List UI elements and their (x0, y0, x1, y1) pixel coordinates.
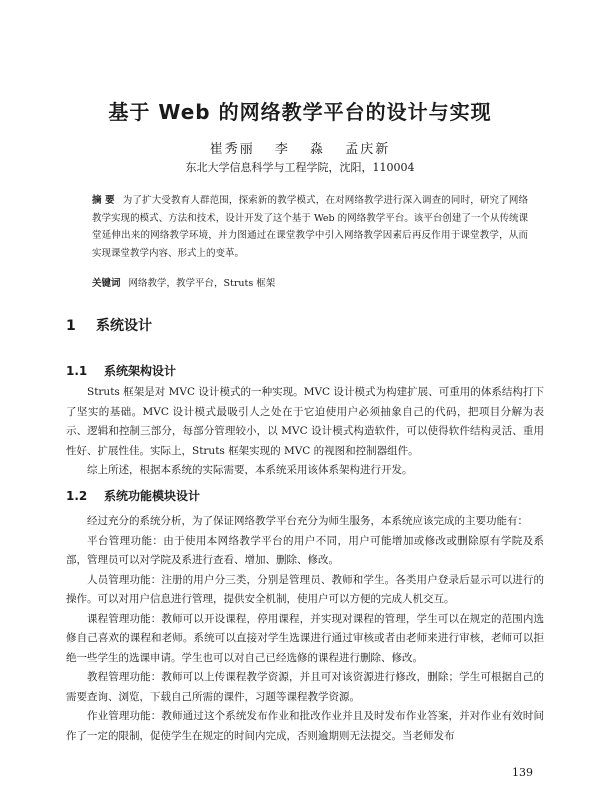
page-number: 139 (512, 766, 533, 779)
body-paragraph: 经过充分的系统分析，为了保证网络教学平台充分为师生服务，本系统应该完成的主要功能有： (87, 515, 528, 527)
section-title: 系统设计 (96, 318, 152, 334)
section-1-2-body (66, 512, 544, 746)
body-paragraph: 人员管理功能：注册的用户分三类，分别是管理员、教师和学生。各类用户登录后显示可以进行的操作。可以对用户信息进行管理，提供安全机制，使用户可以方便的完成人机交互。 (66, 573, 544, 605)
section-1-1-body (66, 383, 544, 481)
subsection-number: 1.1 (66, 364, 88, 378)
body-paragraph: 平台管理功能：由于使用本网络教学平台的用户不同，用户可能增加或修改或删除原有学院及系部，管理员可以对学院及系进行查看、增加、删除、修改。 (66, 534, 544, 566)
body-paragraph: 课程管理功能：教师可以开设课程，停用课程，并实现对课程的管理，学生可以在规定的范围内选修自己喜欢的课程和老师。系统可以直接对学生选课进行通过审核或者由老师来进行审核，老师可以拒绝一些学生的选课申请。学生也可以对自己已经选修的课程进行删除、修改。 (66, 612, 544, 664)
section-heading (66, 315, 152, 335)
subsection-title: 系统架构设计 (104, 364, 177, 378)
paper-authors: 崔秀丽 李 淼 孟庆新 (209, 142, 391, 157)
paper-title: 基于 Web 的网络教学平台的设计与实现 (108, 100, 492, 124)
abstract-text: 为了扩大受教育人群范围，探索新的教学模式，在对网络教学进行深入调查的同时，研究了网络教学实现的模式、方法和技术，设计开发了这个基于 Web 的网络教学平台。该平台创建了一个从传统课堂延伸出来的网络教学环境，并力图通过在课堂教学中引入网络教学因素后再反作用于课堂教学，从而实现课堂教学内容、形式上的变革。 (92, 195, 528, 259)
subsection-heading (66, 362, 176, 379)
body-paragraph: 作业管理功能：教师通过这个系统发布作业和批改作业并且及时发布作业答案，并对作业有效时间作了一定的限制，促使学生在规定的时间内完成，否则逾期则无法提交。当老师发布 (66, 710, 544, 742)
subsection-number: 1.2 (66, 489, 88, 503)
paper-affiliation: 东北大学信息科学与工程学院，沈阳，110004 (185, 161, 415, 174)
body-paragraph: Struts 框架是对 MVC 设计模式的一种实现。MVC 设计模式为构建扩展、可重用的体系结构打下了坚实的基础。MVC 设计模式最吸引人之处在于它迫使用户必须抽象自己的代码，把项目分解为表示、逻辑和控制三部分，每部分管理较小，以 MVC 设计模式构造软件，可以使得软件结构灵活、重用性好、扩展性佳。实际上，Struts 框架实现的 MVC 的视图和控制器组件。 (66, 386, 544, 457)
keywords-text: 网络教学，教学平台，Struts 框架 (128, 278, 276, 289)
subsection-title: 系统功能模块设计 (104, 489, 201, 503)
abstract-label: 摘 要 (92, 195, 115, 206)
keywords-label: 关键词 (92, 278, 121, 289)
keywords (92, 275, 528, 289)
body-paragraph: 综上所述，根据本系统的实际需要，本系统采用该体系架构进行开发。 (87, 464, 413, 476)
section-number: 1 (66, 318, 76, 334)
abstract (92, 192, 528, 262)
body-paragraph: 教程管理功能：教师可以上传课程教学资源，并且可对该资源进行修改，删除；学生可根据自己的需要查询、浏览，下载自己所需的课件，习题等课程教学资源。 (66, 671, 544, 703)
subsection-heading (66, 487, 200, 504)
